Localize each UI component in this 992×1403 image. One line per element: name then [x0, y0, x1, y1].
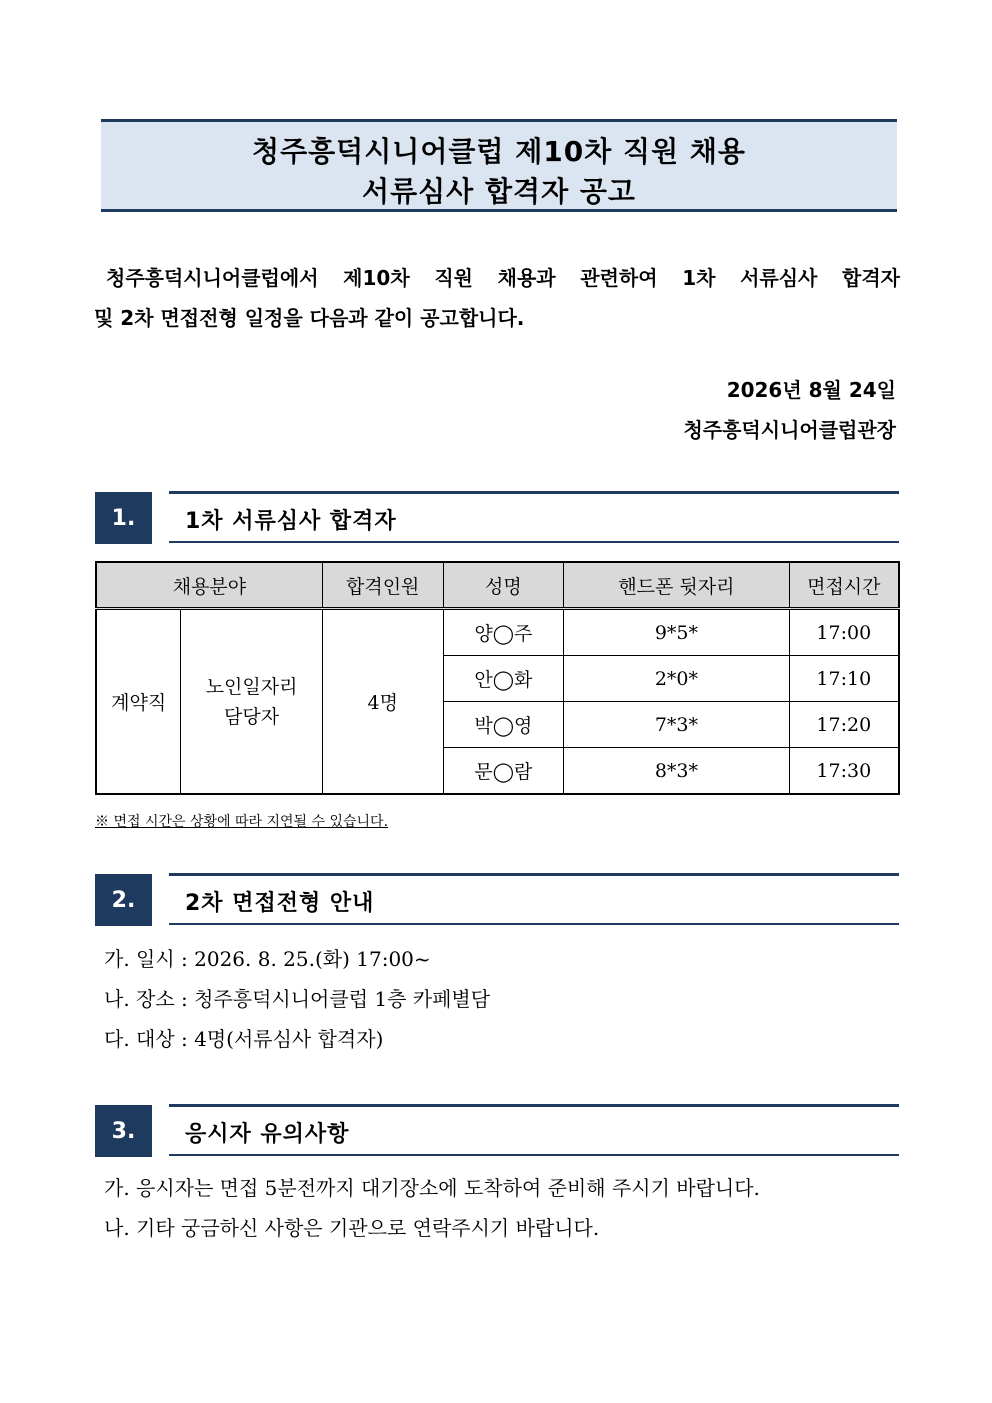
- announcement-date: 2026년 8월 24일: [726, 378, 896, 402]
- intro-line2: 및 2차 면접전형 일정을 다음과 같이 공고합니다.: [94, 306, 525, 330]
- cell-field-name: [181, 609, 323, 795]
- results-table: [95, 561, 900, 795]
- header-field: 채용분야: [96, 562, 322, 609]
- cell-name: 안◯화: [443, 656, 564, 702]
- cell-name: 박◯영: [443, 702, 564, 748]
- intro-line1: 청주흥덕시니어클럽에서 제10차 직원 채용과 관련하여 1차 서류심사 합격자: [106, 266, 900, 290]
- section3-list: [104, 1168, 760, 1248]
- cell-time: 17:10: [789, 656, 899, 702]
- header-phone: 핸드폰 뒷자리: [564, 562, 789, 609]
- list-item: 가. 응시자는 면접 5분전까지 대기장소에 도착하여 준비해 주시기 바랍니다.: [104, 1176, 760, 1200]
- cell-name: 문◯람: [443, 748, 564, 795]
- section2-number: 2.: [95, 874, 152, 926]
- section2-list: [104, 939, 490, 1059]
- cell-name: 양◯주: [443, 609, 564, 656]
- list-item: 나. 장소 : 청주흥덕시니어클럽 1층 카페별담: [104, 987, 491, 1011]
- table-note: ※ 면접 시간은 상황에 따라 지연될 수 있습니다.: [95, 814, 389, 830]
- section3-number: 3.: [95, 1105, 152, 1157]
- table-header-row: [96, 562, 899, 609]
- field-name-line2: 담당자: [224, 705, 280, 728]
- cell-phone: 2*0*: [564, 656, 789, 702]
- cell-time: 17:30: [789, 748, 899, 795]
- intro-paragraph: [94, 258, 900, 338]
- cell-phone: 9*5*: [564, 609, 789, 656]
- section1-number: 1.: [95, 492, 152, 544]
- cell-time: 17:00: [789, 609, 899, 656]
- cell-field-type: 계약직: [96, 609, 181, 795]
- header-name: 성명: [443, 562, 564, 609]
- cell-phone: 7*3*: [564, 702, 789, 748]
- cell-count: 4명: [322, 609, 443, 795]
- list-item: 나. 기타 궁금하신 사항은 기관으로 연락주시기 바랍니다.: [104, 1216, 600, 1240]
- section3-header: [169, 1104, 899, 1156]
- section2-title: 2차 면접전형 안내: [185, 891, 375, 916]
- header-time: 면접시간: [789, 562, 899, 609]
- list-item: 다. 대상 : 4명(서류심사 합격자): [104, 1027, 384, 1051]
- list-item: 가. 일시 : 2026. 8. 25.(화) 17:00~: [104, 947, 431, 971]
- page-title-line1: 청주흥덕시니어클럽 제10차 직원 채용: [252, 135, 746, 168]
- section2-header: [169, 873, 899, 925]
- section1-header: [169, 491, 899, 543]
- section1-title: 1차 서류심사 합격자: [185, 509, 397, 534]
- cell-phone: 8*3*: [564, 748, 789, 795]
- title-box: [101, 119, 897, 212]
- signer: 청주흥덕시니어클럽관장: [683, 418, 896, 442]
- header-count: 합격인원: [322, 562, 443, 609]
- section3-title: 응시자 유의사항: [185, 1122, 350, 1147]
- cell-time: 17:20: [789, 702, 899, 748]
- field-name-line1: 노인일자리: [205, 675, 298, 698]
- page-title-line2: 서류심사 합격자 공고: [362, 175, 636, 208]
- table-row: [96, 609, 899, 656]
